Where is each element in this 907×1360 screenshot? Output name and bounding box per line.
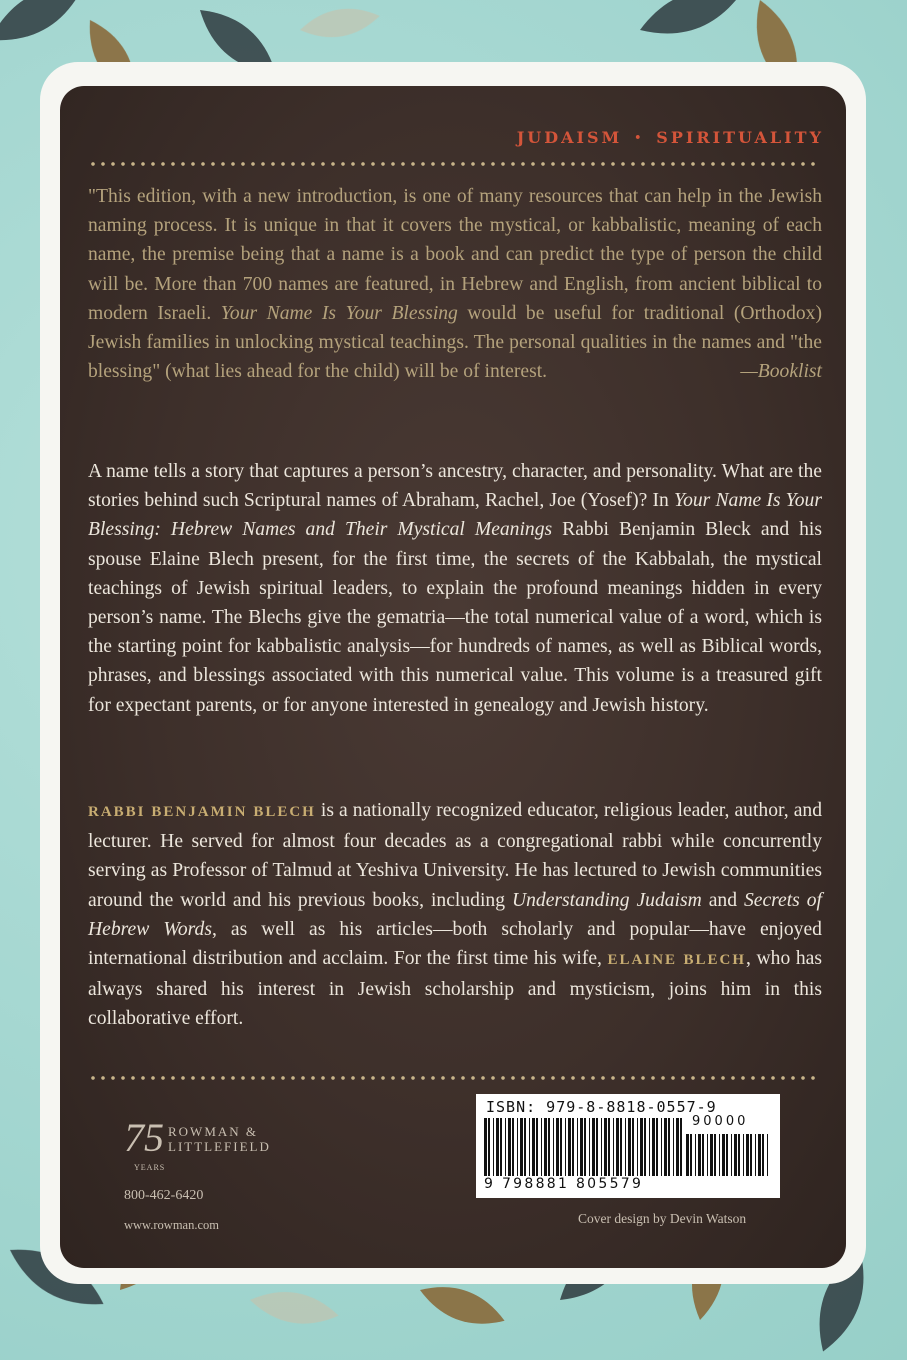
publisher-name-line-1: ROWMAN & [168, 1124, 259, 1139]
category-spirituality: SPIRITUALITY [656, 128, 824, 147]
book-description [88, 457, 822, 720]
publisher-phone: 800-462-6420 [124, 1188, 204, 1203]
barcode-bar [649, 1118, 650, 1176]
barcode-bar [548, 1118, 550, 1176]
barcode-bar [604, 1118, 607, 1176]
barcode-bar [731, 1134, 732, 1176]
barcode-bar [707, 1134, 708, 1176]
description-text-2: Rabbi Benjamin Bleck and his spouse Elaine Blech present, for the first time, the secrets of the Kabbalah, the mystical teachings of Jewish spiritual leaders, to explain the profound meanings hidden in every person’s name. The Blechs give the gematria—the total numerical value of a word, which is the starting point for kabbalistic analysis—for hundreds of names, as well as Biblical words, phrases, and blessings associated with this numerical value. This volume is a treasured gift for expectant parents, or for anyone interested in genealogy and Jewish history. [88, 519, 822, 716]
barcode-bar [529, 1118, 530, 1176]
barcode-bar [722, 1134, 725, 1176]
barcode-bar [596, 1118, 598, 1176]
barcode-bar [541, 1118, 542, 1176]
barcode-bar [680, 1118, 682, 1176]
barcode-bar [484, 1118, 487, 1176]
barcode-bar [572, 1118, 574, 1176]
author-bio [88, 796, 822, 1034]
barcode-bar [592, 1118, 595, 1176]
barcode-bar [508, 1118, 511, 1176]
anniversary-years: YEARS [134, 1163, 166, 1172]
barcode-bar [695, 1134, 696, 1176]
barcode-bar [710, 1134, 713, 1176]
barcode-bar [544, 1118, 547, 1176]
barcode-bar [589, 1118, 590, 1176]
content-panel [60, 86, 846, 1268]
description-text-1: A name tells a story that captures a person’s ancestry, character, and personality. What are the stories behind such Scriptural names of Abraham, Rachel, Joe (Yosef)? In [88, 461, 822, 512]
barcode-bar [767, 1134, 768, 1176]
addon-barcode-bars [686, 1134, 772, 1176]
barcode-bar [496, 1118, 499, 1176]
barcode-digits: 9 798881 805579 [484, 1176, 644, 1192]
barcode-bar [493, 1118, 494, 1176]
barcode-bar [743, 1134, 744, 1176]
dotted-divider-top [88, 162, 818, 166]
barcode-bar [608, 1118, 610, 1176]
barcode-bar [560, 1118, 562, 1176]
dotted-divider-bottom [88, 1076, 818, 1080]
isbn-text: ISBN: 979-8-8818-0557-9 [486, 1098, 717, 1116]
barcode-bar [565, 1118, 566, 1176]
publisher-logo [124, 1115, 271, 1172]
barcode-bar [628, 1118, 631, 1176]
barcode-bar [755, 1134, 756, 1176]
bio-text-2: , as well as his articles—both scholarly and popular—have enjoyed international distribution and acclaim. For the first time his wife, [88, 918, 822, 970]
barcode-bar [702, 1134, 704, 1176]
barcode-bar [673, 1118, 674, 1176]
barcode-bar [536, 1118, 538, 1176]
barcode-bar [726, 1134, 728, 1176]
barcode-bar [738, 1134, 740, 1176]
publisher-website: www.rowman.com [124, 1218, 220, 1232]
barcode-bar [714, 1134, 716, 1176]
review-quote [88, 182, 822, 386]
barcode-bar [661, 1118, 662, 1176]
barcode-bar [668, 1118, 670, 1176]
barcode-addon-digits: 90000 [692, 1114, 749, 1129]
barcode-bar [601, 1118, 602, 1176]
review-book-title: Your Name Is Your Blessing [220, 302, 458, 324]
anniversary-number: 75 [124, 1115, 164, 1160]
coauthor-name: ELAINE BLECH [607, 952, 747, 969]
cover-design-credit: Cover design by Devin Watson [578, 1211, 747, 1226]
barcode-bar [686, 1134, 689, 1176]
barcode-bar [625, 1118, 626, 1176]
publisher-name-line-2: LITTLEFIELD [168, 1139, 271, 1154]
barcode-bar [532, 1118, 535, 1176]
barcode-bar [488, 1118, 490, 1176]
barcode-bar [746, 1134, 749, 1176]
barcode-bar [632, 1118, 634, 1176]
barcode-bar [637, 1118, 638, 1176]
anniversary-mark [124, 1115, 166, 1172]
barcode-bar [616, 1118, 619, 1176]
barcode-bar [556, 1118, 559, 1176]
category-separator: • [634, 131, 645, 144]
barcode-bar [698, 1134, 701, 1176]
barcode-bar [500, 1118, 502, 1176]
barcode-bar [580, 1118, 583, 1176]
barcode-bar [568, 1118, 571, 1176]
description-book-title: Your Name Is Your Blessing: Hebrew Names and Their Mystical Meanings [88, 490, 822, 541]
barcode-bar [690, 1134, 692, 1176]
barcode-bar [644, 1118, 646, 1176]
author-name: RABBI BENJAMIN BLECH [88, 804, 316, 820]
publisher-block [124, 1115, 271, 1233]
barcode-bar [517, 1118, 518, 1176]
bio-book-2: Secrets of Hebrew Words [88, 889, 822, 940]
bio-book-1: Understanding Judaism [511, 889, 702, 911]
bio-and: and [701, 889, 744, 911]
isbn-barcode [476, 1094, 780, 1198]
barcode-bar [577, 1118, 578, 1176]
barcode-bar [524, 1118, 526, 1176]
barcode-bar [620, 1118, 622, 1176]
barcode-bar [750, 1134, 752, 1176]
barcode-bar [520, 1118, 523, 1176]
review-text-1: "This edition, with a new introduction, is one of many resources that can help in the Jewish naming process. It is unique in that it covers the mystical, or kabbalistic, meaning of each name, the premise being that a name is a book and can predict the type of person the child will be. More than 700 names are featured, in Hebrew and English, from ancient biblical to modern Israeli. [88, 186, 822, 324]
barcode-bar [512, 1118, 514, 1176]
review-text-2: would be useful for traditional (Orthodox) Jewish families in unlocking mystical teachings. The personal qualities in the names and "the blessing" (what lies ahead for the child) will be of interest. [88, 302, 822, 383]
barcode-bar [584, 1118, 586, 1176]
barcode-bar [762, 1134, 764, 1176]
barcode-bar [613, 1118, 614, 1176]
review-source: —Booklist [740, 361, 822, 383]
bio-text-1: is a nationally recognized educator, religious leader, author, and lecturer. He served for almost four decades as a congregational rabbi while concurrently serving as Professor of Talmud at Yeshiva University. He has lectured to Jewish communities around the world and his previous books, including [88, 800, 823, 911]
barcode-bar [640, 1118, 643, 1176]
bio-text-3: , who has always shared his interest in Jewish scholarship and mysticism, joins him in this collaborative effort. [88, 948, 822, 1030]
barcode-bar [553, 1118, 554, 1176]
barcode-bar [505, 1118, 506, 1176]
barcode-bars [484, 1118, 684, 1176]
barcode-bar [758, 1134, 761, 1176]
barcode-bar [734, 1134, 737, 1176]
barcode-bar [656, 1118, 658, 1176]
barcode-bar [719, 1134, 720, 1176]
barcode-bar [676, 1118, 679, 1176]
category-judaism: JUDAISM [516, 128, 623, 147]
barcode-bar [664, 1118, 667, 1176]
barcode-bar [652, 1118, 655, 1176]
publisher-name [168, 1124, 271, 1156]
category-label [517, 128, 824, 147]
